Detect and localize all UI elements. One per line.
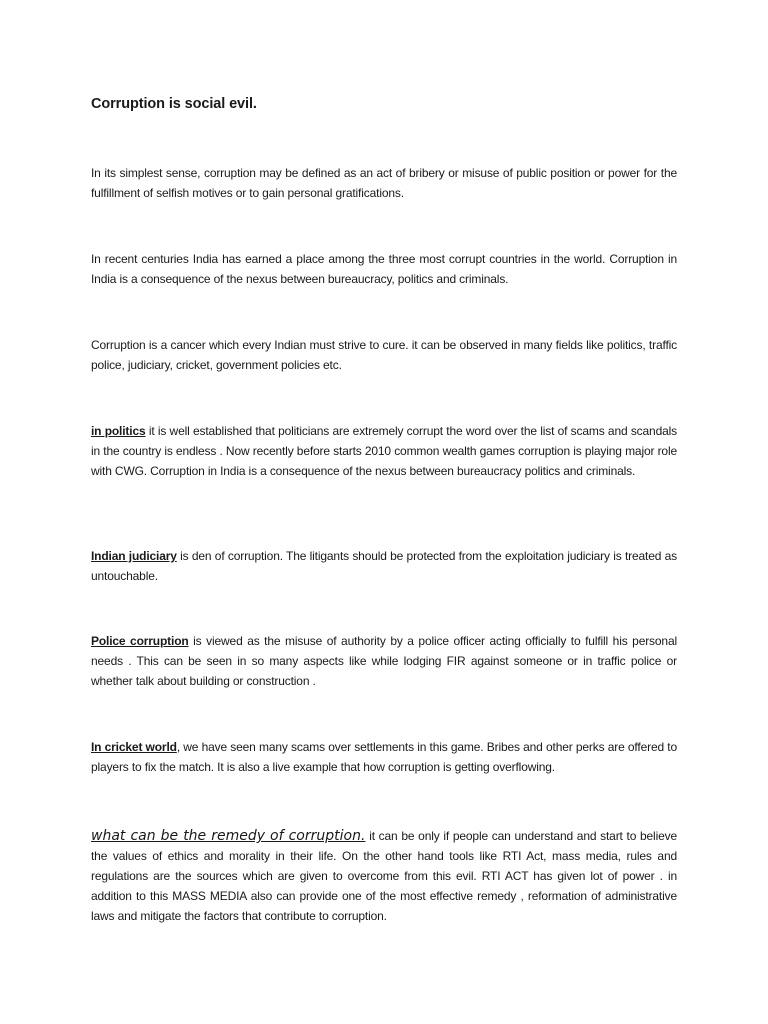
paragraph-text: In recent centuries India has earned a place among the three most corrupt countries in the world. Corruption in India is a consequence of the nexus between bureaucracy, politics and criminals. bbox=[91, 252, 677, 286]
paragraph-text: is den of corruption. The litigants should be protected from the exploitation judiciary is treated as untouchable. bbox=[91, 549, 677, 583]
paragraph-text: In its simplest sense, corruption may be defined as an act of bribery or misuse of public position or power for the fulfillment of selfish motives or to gain personal gratifications. bbox=[91, 166, 677, 200]
paragraph-text: Corruption is a cancer which every Indian must strive to cure. it can be observed in many fields like politics, traffic police, judiciary, cricket, government policies etc. bbox=[91, 338, 677, 372]
paragraph-remedy bbox=[91, 826, 677, 926]
paragraph-lead-remedy: what can be the remedy of corruption. bbox=[91, 828, 366, 844]
paragraph-lead-cricket: In cricket world bbox=[91, 740, 177, 754]
paragraph-cricket bbox=[91, 737, 677, 777]
paragraph-lead-judiciary: Indian judiciary bbox=[91, 549, 177, 563]
document-title: Corruption is social evil. bbox=[91, 96, 257, 112]
paragraph-definition bbox=[91, 163, 677, 203]
paragraph-text: , we have seen many scams over settlements in this game. Bribes and other perks are offered to players to fix the match. It is also a live example that how corruption is getting overflowing. bbox=[91, 740, 677, 774]
paragraph-police bbox=[91, 631, 677, 691]
paragraph-cancer bbox=[91, 335, 677, 375]
paragraph-politics bbox=[91, 421, 677, 481]
paragraph-text: it can be only if people can understand and start to believe the values of ethics and morality in their life. On the other hand tools like RTI Act, mass media, rules and regulations are the sources which are given to overcome from this evil. RTI ACT has given lot of power . in addition to this MASS MEDIA also can provide one of the most effective remedy , reformation of administrative laws and mitigate the factors that contribute to corruption. bbox=[91, 829, 677, 923]
paragraph-lead-police: Police corruption bbox=[91, 634, 189, 648]
paragraph-judiciary bbox=[91, 546, 677, 586]
paragraph-india-ranking bbox=[91, 249, 677, 289]
paragraph-text: is viewed as the misuse of authority by a police officer acting officially to fulfill his personal needs . This can be seen in so many aspects like while lodging FIR against someone or in traffic police or whether talk about building or construction . bbox=[91, 634, 677, 688]
paragraph-text: it is well established that politicians are extremely corrupt the word over the list of scams and scandals in the country is endless . Now recently before starts 2010 common wealth games corruption is playing major role with CWG. Corruption in India is a consequence of the nexus between bureaucracy politics and criminals. bbox=[91, 424, 677, 478]
paragraph-lead-politics: in politics bbox=[91, 424, 146, 438]
